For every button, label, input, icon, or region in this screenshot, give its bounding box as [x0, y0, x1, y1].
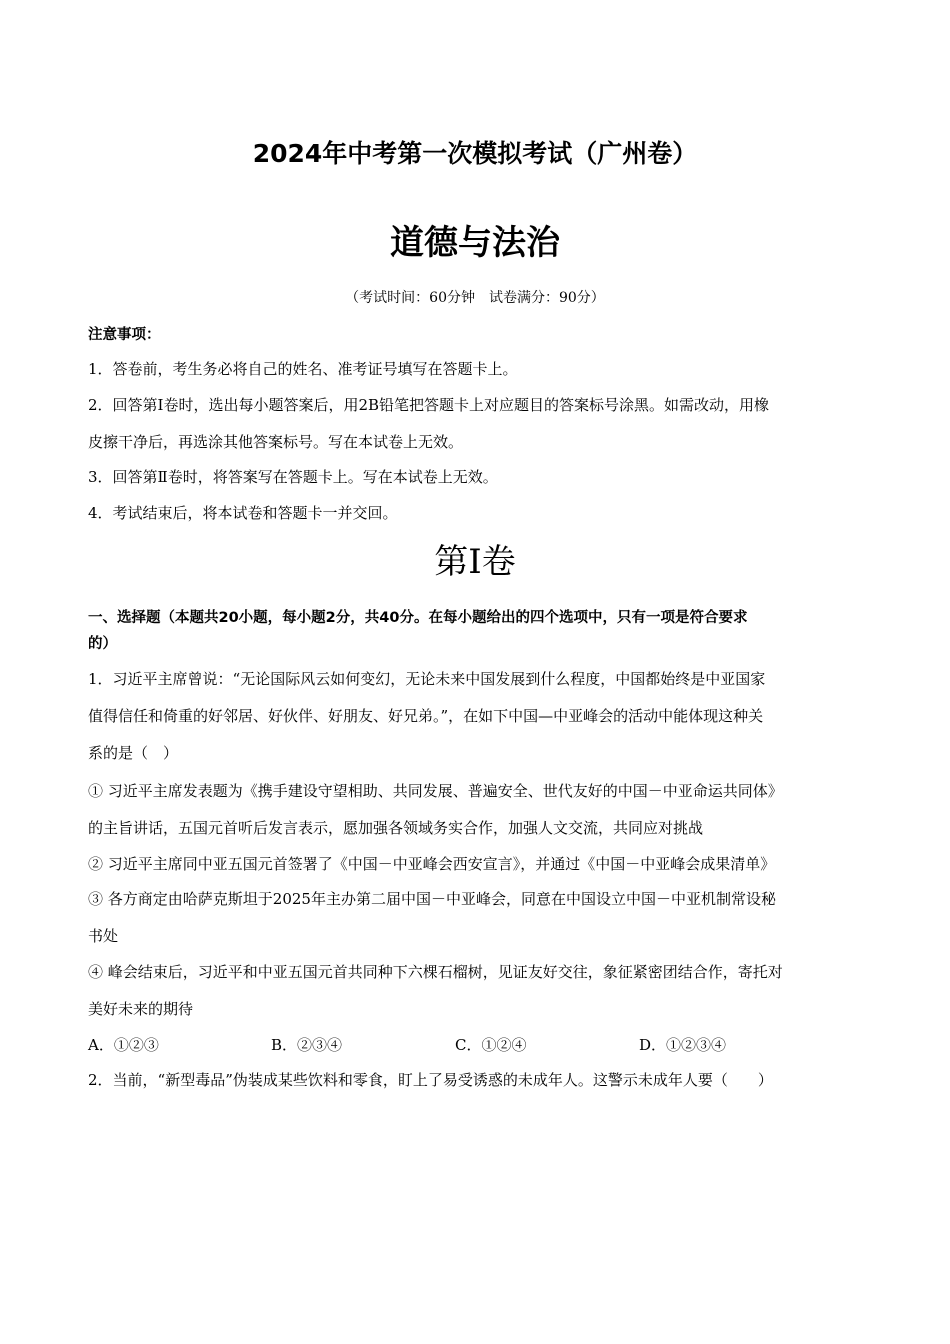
- notice-item-2-line-1: 2．回答第Ⅰ卷时，选出每小题答案后，用2B铅笔把答题卡上对应题目的答案标号涂黑。如需改动，用橡: [88, 396, 770, 414]
- section-heading-line-2: 的）: [88, 636, 117, 652]
- question-1-option-d: D．①②③④: [639, 1036, 727, 1054]
- notice-item-4: 4．考试结束后，将本试卷和答题卡一并交回。: [88, 504, 398, 522]
- question-1-item-3-line-1: ③ 各方商定由哈萨克斯坦于2025年主办第二届中国－中亚峰会，同意在中国设立中国－中亚机制常设秘: [88, 890, 776, 908]
- exam-title: 2024年中考第一次模拟考试（广州卷）: [252, 139, 698, 168]
- notice-item-2-line-2: 皮擦干净后，再选涂其他答案标号。写在本试卷上无效。: [88, 433, 464, 451]
- question-1-option-b: B．②③④: [271, 1036, 343, 1054]
- notice-item-1: 1．答卷前，考生务必将自己的姓名、准考证号填写在答题卡上。: [88, 360, 518, 378]
- question-1-option-a: A．①②③: [88, 1036, 159, 1054]
- question-1-stem-line-1: 1．习近平主席曾说：“无论国际风云如何变幻，无论未来中国发展到什么程度，中国都始终是中亚国家: [88, 670, 766, 688]
- question-1-stem-line-2: 值得信任和倚重的好邻居、好伙伴、好朋友、好兄弟。”，在如下中国—中亚峰会的活动中能体现这种关: [88, 707, 764, 725]
- question-1-item-4-line-2: 美好未来的期待: [88, 1000, 194, 1018]
- question-1-item-4-line-1: ④ 峰会结束后，习近平和中亚五国元首共同种下六棵石榴树，见证友好交往，象征紧密团结合作，寄托对: [88, 963, 783, 981]
- part-title: 第Ⅰ卷: [434, 542, 516, 582]
- section-heading-line-1: 一、选择题（本题共20小题，每小题2分，共40分。在每小题给出的四个选项中，只有一项是符合要求: [88, 610, 748, 626]
- subject-title: 道德与法治: [390, 223, 560, 263]
- question-2-stem-line-1: 2．当前，“新型毒品”伪装成某些饮料和零食，盯上了易受诱惑的未成年人。这警示未成年人要（ ）: [88, 1071, 773, 1089]
- question-1-item-1-line-1: ① 习近平主席发表题为《携手建设守望相助、共同发展、普遍安全、世代友好的中国－中亚命运共同体》: [88, 782, 783, 800]
- question-1-item-2: ② 习近平主席同中亚五国元首签署了《中国－中亚峰会西安宣言》，并通过《中国－中亚峰会成果清单》: [88, 855, 776, 873]
- question-1-item-3-line-2: 书处: [88, 927, 119, 945]
- notice-heading: 注意事项：: [88, 327, 161, 343]
- question-1-item-1-line-2: 的主旨讲话，五国元首听后发言表示，愿加强各领域务实合作，加强人文交流，共同应对挑战: [88, 819, 704, 837]
- exam-info: （考试时间：60分钟 试卷满分：90分）: [345, 290, 605, 306]
- question-1-option-c: C．①②④: [455, 1036, 527, 1054]
- question-1-stem-line-3: 系的是（ ）: [88, 744, 179, 762]
- notice-item-3: 3．回答第Ⅱ卷时，将答案写在答题卡上。写在本试卷上无效。: [88, 468, 498, 486]
